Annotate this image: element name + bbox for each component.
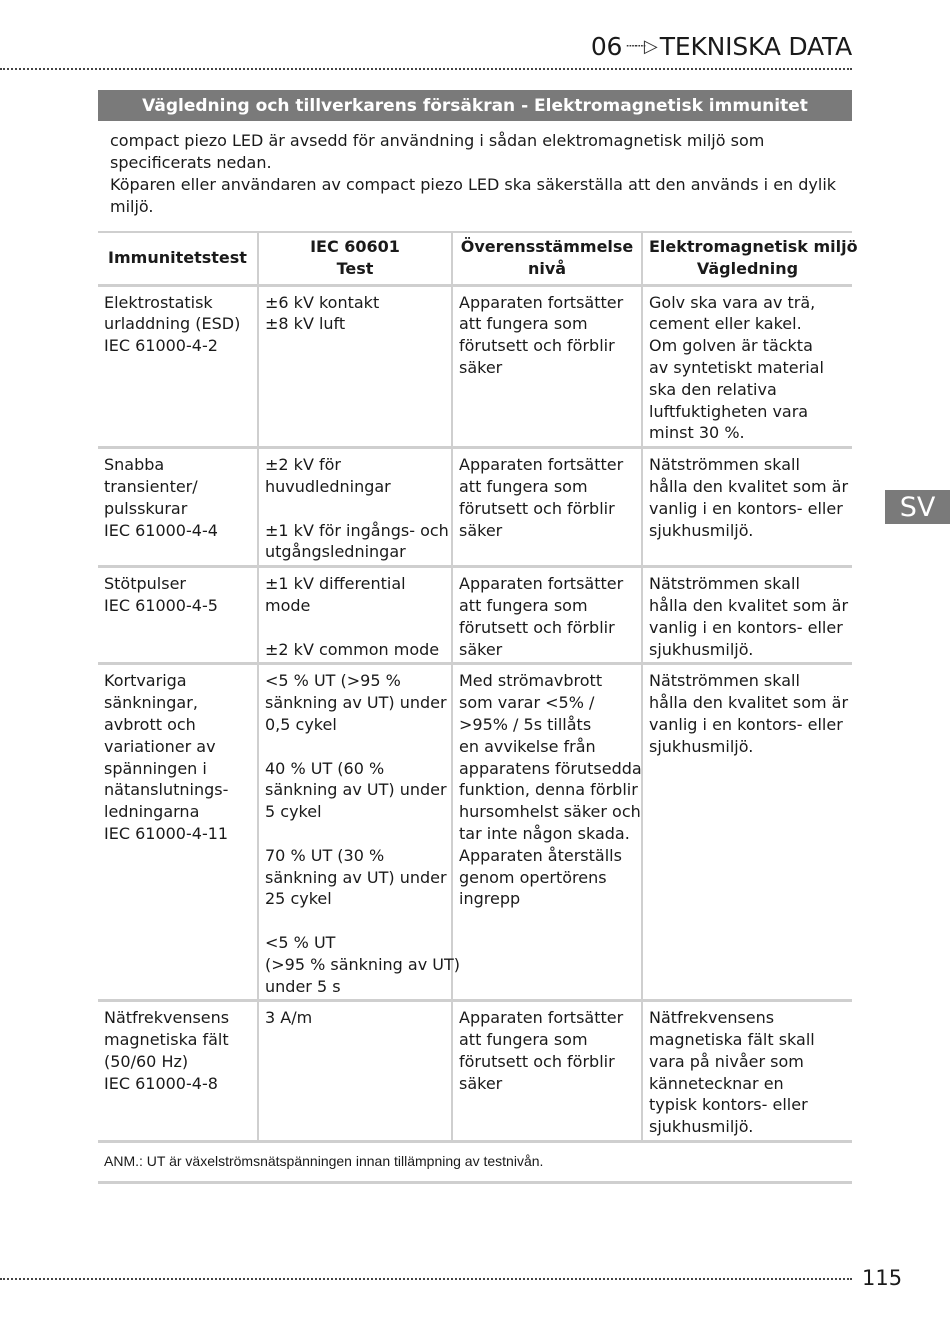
cell-line: hålla den kvalitet som är [649,595,849,615]
table-row [98,567,852,664]
cell-line: vanlig i en kontors- eller [649,498,843,518]
cell-line: Apparaten fortsätter [459,1008,624,1028]
cell-line: utgångsledningar [265,542,406,562]
cell-line: säker [459,520,503,540]
cell-line: IEC 61000-4-8 [104,1073,218,1093]
cell-line: avbrott och [104,714,196,734]
cell-line: urladdning (ESD) [104,314,241,334]
cell-compliance [452,664,642,1001]
cell-line: luftfuktigheten vara [649,401,809,421]
cell-line: ±2 kV common mode [265,639,440,659]
cell-line: tar inte någon skada. [459,823,630,843]
cell-line: som varar <5% / [459,693,595,713]
cell-environment [642,567,852,664]
cell-line: Apparaten fortsätter [459,292,624,312]
table-row [98,285,852,448]
intro-line: compact piezo LED är avsedd för användning i sådan elektromagnetisk miljö som [110,131,765,150]
cell-line: säker [459,357,503,377]
cell-line: sjukhusmiljö. [649,520,754,540]
column-header-environment: Elektromagnetisk miljö Vägledning [642,232,852,285]
cell-line: hursomhelst säker och [459,802,641,822]
table-row [98,448,852,567]
header-dotted-rule [0,68,852,70]
cell-line: sjukhusmiljö. [649,639,754,659]
cell-line: transienter/ [104,476,198,496]
intro-paragraph-1 [110,130,830,174]
cell-line: kännetecknar en [649,1073,784,1093]
cell-environment [642,1001,852,1142]
cell-line: under 5 s [265,976,341,996]
cell-line: 5 cykel [265,802,322,822]
cell-line: säker [459,639,503,659]
table-row [98,1001,852,1142]
cell-environment [642,285,852,448]
cell-line: Nätfrekvensens [104,1008,230,1028]
column-header-compliance: Överensstämmelse nivå [452,232,642,285]
cell-line: sänkning av UT) under [265,780,447,800]
table-note: ANM.: UT är växelströmsnätspänningen innan tillämpning av testnivån. [104,1153,544,1170]
cell-line: typisk kontors- eller [649,1095,808,1115]
cell-test [98,448,258,567]
cell-line: Om golven är täckta [649,336,813,356]
cell-line: 3 A/m [265,1008,313,1028]
cell-compliance [452,285,642,448]
cell-level [258,1001,452,1142]
cell-line: (>95 % sänkning av UT) [265,954,460,974]
cell-line: 0,5 cykel [265,714,337,734]
cell-line: hålla den kvalitet som är [649,476,849,496]
table-header-row [98,232,852,285]
cell-line: att fungera som [459,314,588,334]
chapter-title: TEKNISKA DATA [659,32,852,61]
cell-line: IEC 61000-4-11 [104,823,229,843]
cell-compliance [452,448,642,567]
cell-line: funktion, denna förblir [459,780,638,800]
page-header [0,28,852,68]
cell-line: IEC 61000-4-4 [104,520,218,540]
cell-line: 25 cykel [265,889,332,909]
cell-line: <5 % UT [265,932,336,952]
cell-line: förutsett och förblir [459,617,615,637]
cell-line: förutsett och förblir [459,336,615,356]
cell-line: Nätfrekvensens [649,1008,775,1028]
cell-line: att fungera som [459,476,588,496]
cell-test [98,664,258,1001]
cell-line: sänkning av UT) under [265,867,447,887]
cell-line: nätanslutnings- [104,780,229,800]
cell-line: ±2 kV för [265,455,341,475]
cell-line: huvudledningar [265,476,391,496]
cell-line: Nätströmmen skall [649,455,800,475]
cell-line: sänkningar, [104,693,198,713]
cell-line: 40 % UT (60 % [265,758,385,778]
cell-line: cement eller kakel. [649,314,802,334]
chapter-number: 06 [590,32,623,61]
cell-line: hålla den kvalitet som är [649,693,849,713]
cell-line: IEC 61000-4-2 [104,336,218,356]
cell-line: förutsett och förblir [459,498,615,518]
cell-line: 70 % UT (30 % [265,845,385,865]
cell-line: spänningen i [104,758,207,778]
cell-line: att fungera som [459,595,588,615]
cell-environment [642,664,852,1001]
cell-line: ±6 kV kontakt [265,292,380,312]
intro-text [110,130,837,218]
cell-line: Nätströmmen skall [649,671,800,691]
chapter-heading [591,32,852,61]
footer-dotted-rule [0,1278,852,1280]
cell-level [258,567,452,664]
table-row [98,664,852,1001]
cell-level [258,448,452,567]
cell-line: Kortvariga [104,671,187,691]
cell-line: (50/60 Hz) [104,1051,189,1071]
section-banner: Vägledning och tillverkarens försäkran - Elektromagnetisk immunitet [98,90,852,121]
cell-line: pulsskurar [104,498,188,518]
cell-compliance [452,567,642,664]
table-note-row [98,1142,852,1183]
intro-line: Köparen eller användaren av compact piezo LED ska säkerställa att den används i en dylik [110,175,837,194]
intro-line: miljö. [110,197,154,216]
cell-line: minst 30 %. [649,423,745,443]
cell-line: genom opertörens [459,867,607,887]
cell-level [258,285,452,448]
cell-line: >95% / 5s tillåts [459,714,592,734]
cell-environment [642,448,852,567]
cell-line: vanlig i en kontors- eller [649,714,843,734]
cell-line: sjukhusmiljö. [649,736,754,756]
cell-test [98,567,258,664]
immunity-table [98,231,858,1184]
cell-line: Apparaten fortsätter [459,574,624,594]
cell-line: säker [459,1073,503,1093]
column-header-test: Immunitetstest [108,247,247,267]
cell-line: apparatens förutsedda [459,758,642,778]
cell-line: att fungera som [459,1030,588,1050]
cell-line: ±8 kV luft [265,314,346,334]
page-number: 115 [862,1266,903,1290]
dotted-arrow-icon: ┈┈▷ [626,36,656,57]
cell-level [258,664,460,1001]
cell-test [98,285,258,448]
column-header-iec-level: IEC 60601 Test [258,232,452,285]
cell-line: ingrepp [459,889,521,909]
intro-line: specificerats nedan. [110,153,272,172]
cell-line: Apparaten återställs [459,845,622,865]
cell-line: <5 % UT (>95 % [265,671,401,691]
cell-line: Nätströmmen skall [649,574,800,594]
cell-line: ska den relativa [649,379,777,399]
cell-line: IEC 61000-4-5 [104,595,218,615]
cell-test [98,1001,258,1142]
cell-line: sänkning av UT) under [265,693,447,713]
cell-line: mode [265,595,311,615]
cell-line: ledningarna [104,802,200,822]
cell-compliance [452,1001,642,1142]
cell-line: förutsett och förblir [459,1051,615,1071]
cell-line: variationer av [104,736,216,756]
intro-paragraph-2 [110,174,837,218]
cell-line: Elektrostatisk [104,292,213,312]
cell-line: en avvikelse från [459,736,596,756]
cell-line: magnetiska fält [104,1030,229,1050]
cell-line: ±1 kV för ingångs- och [265,520,449,540]
cell-line: Golv ska vara av trä, [649,292,816,312]
cell-line: Med strömavbrott [459,671,603,691]
cell-line: magnetiska fält skall [649,1030,815,1050]
cell-line: av syntetiskt material [649,357,824,377]
cell-line: Apparaten fortsätter [459,455,624,475]
cell-line: vara på nivåer som [649,1051,804,1071]
cell-line: Snabba [104,455,165,475]
cell-line: Stötpulser [104,574,186,594]
cell-line: ±1 kV differential [265,574,406,594]
cell-line: sjukhusmiljö. [649,1117,754,1137]
cell-line: vanlig i en kontors- eller [649,617,843,637]
language-tab: SV [885,490,950,524]
